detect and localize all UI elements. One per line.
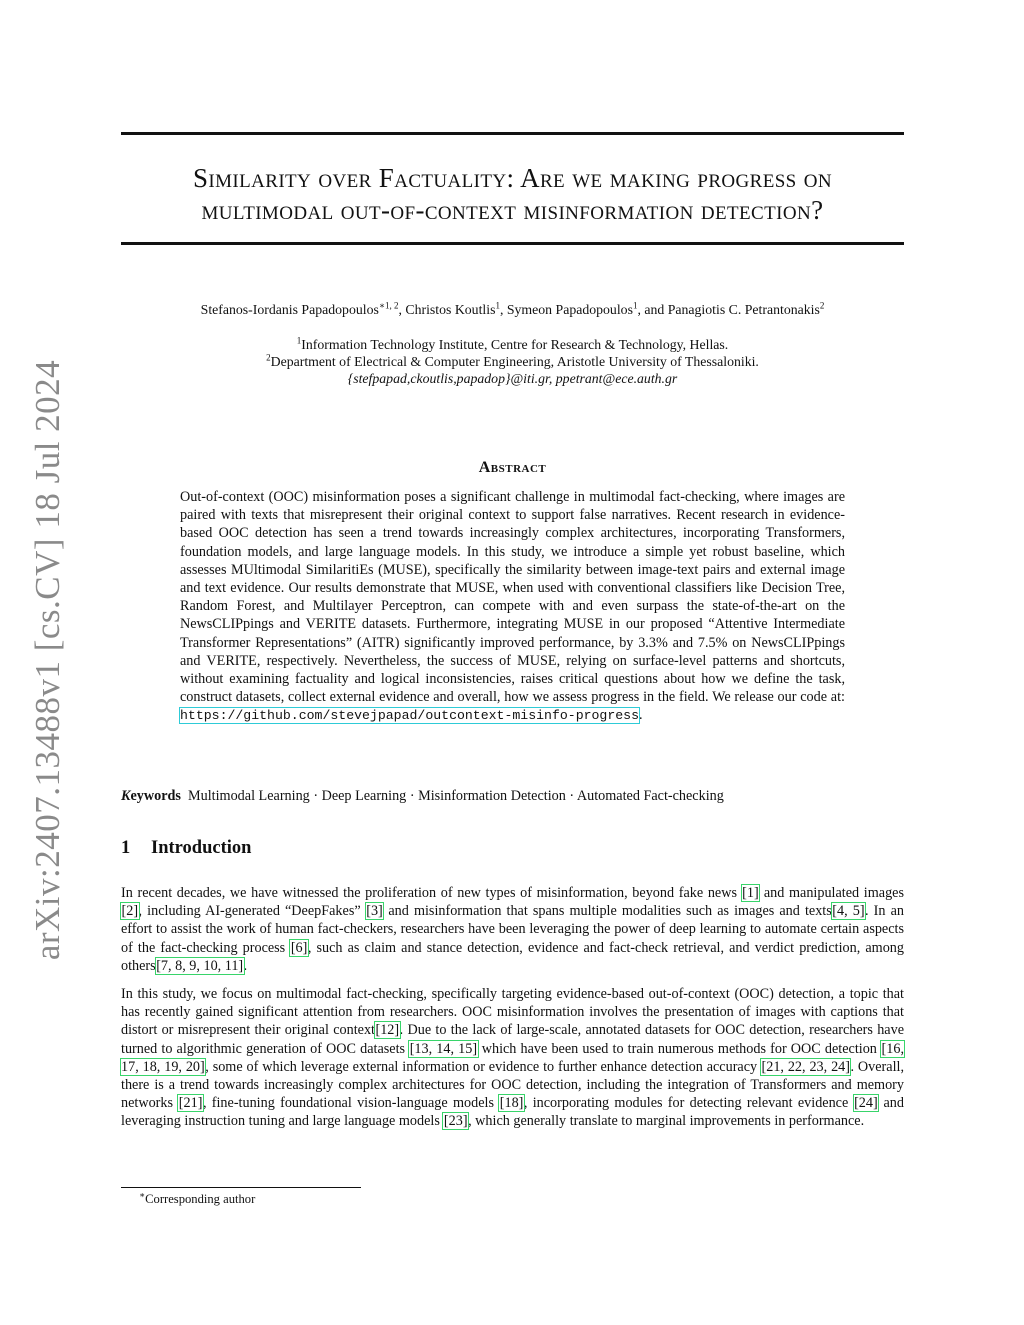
citation-link[interactable]: [3] [366, 903, 383, 920]
keywords-label [121, 788, 181, 804]
citation-link[interactable]: [23] [443, 1113, 468, 1130]
author-affiliation-mark: 1 [632, 300, 638, 311]
intro-paragraph-1 [121, 884, 904, 975]
section-heading-introduction [121, 838, 251, 859]
paragraph-text: , which generally translate to marginal improvements in performance. [468, 1113, 865, 1130]
citation-link[interactable]: [24] [854, 1095, 878, 1112]
citation-link[interactable]: [21] [178, 1095, 203, 1112]
paragraph-text: . Due to the lack of large-scale, annotated datasets for OOC detection, researchers have turned to algorithmic generation of OOC datasets [121, 1022, 904, 1057]
citation-link[interactable]: [12] [375, 1022, 400, 1039]
footnote [139, 1191, 255, 1207]
keywords-label-rest: eywords [130, 788, 181, 804]
author-affiliation-mark: ∗1, 2 [378, 300, 399, 311]
footnote-text: Corresponding author [145, 1192, 256, 1206]
affiliation-1 [121, 336, 904, 353]
paragraph-text: . [243, 957, 248, 974]
paragraph-text: , fine-tuning foundational vision-language models [202, 1095, 500, 1112]
paragraph-text: and leveraging instruction tuning and large language models [121, 1095, 904, 1130]
citation-link[interactable]: [2] [121, 903, 139, 920]
citation-link[interactable]: [13, 14, 15] [409, 1040, 478, 1057]
author-affiliation-mark: 1 [495, 300, 500, 311]
paragraph-text: and misinformation that spans multiple modalities such as images and texts [383, 903, 832, 920]
citation-link[interactable]: [1] [742, 885, 759, 901]
affiliation-mark: 2 [266, 352, 271, 363]
code-repository-link[interactable]: https://github.com/stevejpapad/outcontext-misinfo-progress [180, 708, 639, 724]
paragraph-text: , incorporating modules for detecting relevant evidence [523, 1095, 854, 1112]
arxiv-identifier: arXiv:2407.13488v1 [cs.CV] 18 Jul 2024 [28, 359, 67, 961]
paragraph-text: . In an effort to assist the work of human fact-checkers, researchers have been leveraging the power of deep learning to automate certain aspects of the fact-checking process [121, 903, 904, 956]
paragraph-text: In recent decades, we have witnessed the proliferation of new types of misinformation, beyond fake news [121, 885, 742, 901]
title-line-1: Similarity over Factuality: Are we making progress on [192, 163, 833, 193]
author-emails: {stefpapad,ckoutlis,papadop}@iti.gr, ppetrant@ece.auth.gr [347, 371, 678, 386]
footnote-mark: ∗ [139, 1189, 146, 1200]
affiliations [121, 336, 904, 387]
footnote-divider [121, 1187, 361, 1188]
title-top-rule [121, 132, 904, 135]
paragraph-text: In this study, we focus on multimodal fact-checking, specifically targeting evidence-based out-of-context (OOC) detection, a topic that has recently gained significant attention from researchers. OOC misinformation involves the presentation of images with captions that distort or misrepresent their original context [121, 986, 904, 1039]
section-title: Introduction [151, 838, 252, 858]
intro-paragraph-2 [121, 985, 904, 1131]
abstract-text: Out-of-context (OOC) misinformation poses a significant challenge in multimodal fact-checking, where images are paired with texts that misrepresent their original context to support false narratives. Recent research in evidence-based OOC detection has seen a trend towards increasingly complex architectures, incorporating Transformers, foundation models, and large language models. In this study, we introduce a simple yet robust baseline, which assesses MUltimodal SimilaritiEs (MUSE), specifically the similarity between image-text pairs and external image and text evidence. Our results demonstrate that MUSE, when used with conventional classifiers like Decision Tree, Random Forest, and Multilayer Perceptron, can compete with and even surpass the state-of-the-art on the NewsCLIPpings and VERITE datasets. Furthermore, integrating MUSE in our proposed “Attentive Intermediate Transformer Representations” (AITR) significantly improved performance, by 3.3% and 7.5% on NewsCLIPpings and VERITE, respectively. Nevertheless, the success of MUSE, relying on surface-level patterns and shortcuts, without examining factuality and logical inconsistencies, raises critical questions about how we define the task, construct datasets, collect external evidence and overall, how we assess progress in the field. We release our code at: [180, 489, 845, 706]
author-name: Stefanos-Iordanis Papadopoulos [200, 302, 379, 317]
affiliation-text: Department of Electrical & Computer Engineering, Aristotle University of Thessaloniki. [270, 354, 759, 369]
affiliation-mark: 1 [296, 335, 302, 346]
title-bottom-rule [121, 242, 904, 245]
keywords-list: Multimodal Learning · Deep Learning · Misinformation Detection · Automated Fact-checking [188, 788, 724, 804]
author-name: , Symeon Papadopoulos [499, 302, 633, 317]
author-name: , Christos Koutlis [398, 302, 496, 317]
citation-link[interactable]: [4, 5] [832, 903, 865, 920]
abstract-body [180, 488, 845, 726]
affiliation-text: Information Technology Institute, Centre for Research & Technology, Hellas. [301, 337, 729, 352]
paragraph-text: , including AI-generated “DeepFakes” [138, 903, 366, 920]
citation-link[interactable]: [7, 8, 9, 10, 11] [156, 957, 244, 974]
keywords [121, 787, 904, 805]
author-affiliation-mark: 2 [819, 300, 825, 311]
author-list [121, 301, 904, 319]
paragraph-text: . Overall, there is a trend towards increasingly complex architectures for OOC detection, including the integration of Transformers and memory networks [121, 1058, 904, 1112]
paper-title [121, 162, 904, 226]
paragraph-text: and manipulated images [759, 885, 904, 901]
abstract-end: . [639, 707, 643, 724]
paragraph-text: , such as claim and stance detection, evidence and fact-check retrieval, and verdict prediction, among others [121, 939, 904, 974]
citation-link[interactable]: [6] [290, 939, 308, 956]
citation-link[interactable]: [18] [499, 1095, 524, 1112]
abstract-heading: Abstract [478, 459, 547, 476]
citation-link[interactable]: [21, 22, 23, 24] [761, 1058, 850, 1075]
citation-link[interactable]: [16, 17, 18, 19, 20] [121, 1040, 904, 1075]
keywords-label-first-letter: K [121, 788, 131, 804]
affiliation-2 [121, 353, 904, 370]
paragraph-text: which have been used to train numerous methods for OOC detection [477, 1040, 882, 1057]
paragraph-text: , some of which leverage external information or evidence to further enhance detection accuracy [205, 1058, 761, 1075]
section-number: 1 [121, 838, 131, 858]
author-name: , and Panagiotis C. Petrantonakis [637, 302, 820, 317]
title-line-2: multimodal out-of-context misinformation detection? [201, 195, 824, 225]
